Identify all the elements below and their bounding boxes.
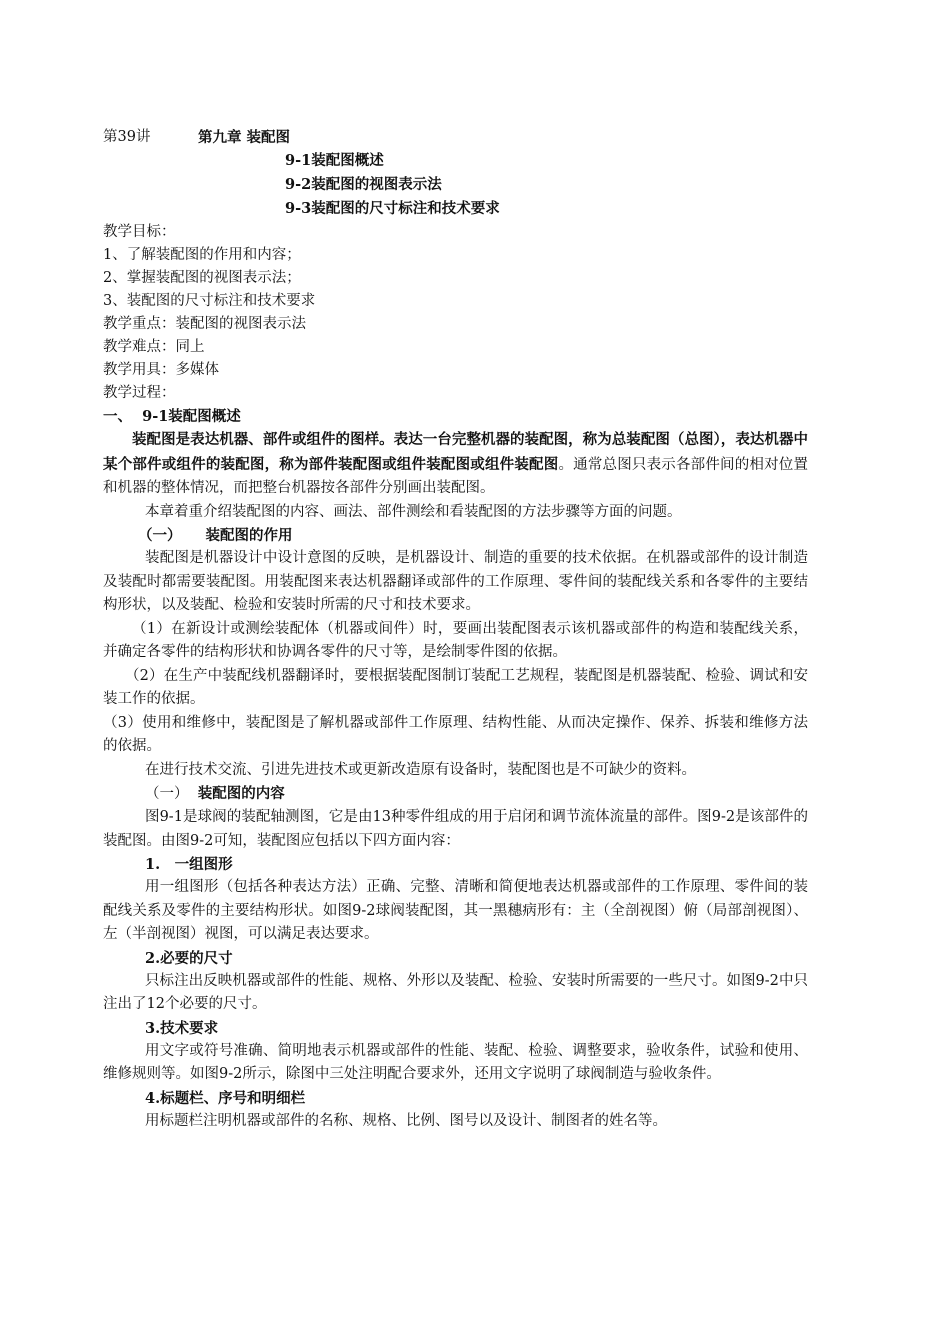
subsection-title: 装配图的作用 (205, 527, 293, 544)
chapter-note: 本章着重介绍装配图的内容、画法、部件测绘和看装配图的方法步骤等方面的问题。 (145, 503, 682, 520)
intro-bold-text: 装配图是表达机器、部件或组件的图样。表达一台完整机器的装配图，称为总装配图（总图），表达机器中某个部件或组件的装配图，称为部件装配图或组件装配图或组件装配图 (103, 431, 808, 473)
document-page (103, 126, 808, 1133)
section-title: 9-1装配图概述 (142, 408, 241, 425)
role-paragraph: （3）使用和维修中，装配图是了解机器或部件工作原理、结构性能、从而决定操作、保养、拆装和维修方法的依据。 (103, 714, 808, 754)
subsection-heading (103, 524, 808, 547)
section-heading (103, 405, 808, 428)
subsection-heading (103, 782, 808, 806)
intro-paragraph (103, 428, 808, 501)
role-paragraph: 装配图是机器设计中设计意图的反映，是机器设计、制造的重要的技术依据。在机器或部件的设计制造及装配时都需要装配图。用装配图来表达机器翻译或部件的工作原理、零件间的装配线关系和各零件的主要结构形状，以及装配、检验和安装时所需的尺寸和技术要求。 (103, 550, 808, 613)
role-paragraph: （1）在新设计或测绘装配体（机器或间件）时，要画出装配图表示该机器或部件的构造和装配线关系，并确定各零件的结构形状和协调各零件的尺寸等，是绘制零件图的依据。 (103, 620, 808, 660)
section-number: 一、 (103, 408, 132, 425)
role-paragraph: 在进行技术交流、引进先进技术或更新改造原有设备时，装配图也是不可缺少的资料。 (145, 761, 696, 778)
role-paragraph: （2）在生产中装配线机器翻译时，要根据装配图制订装配工艺规程，装配图是机器装配、检验、调试和安装工作的依据。 (103, 667, 808, 707)
intro-normal-text: 。通常总图只表示各部件间的相对位置和机器的整体情况，而把整台机器按各部件分别画出装配图。 (103, 456, 808, 496)
objective-item: 2、掌握装配图的视图表示法； (103, 270, 301, 286)
content-intro: 图9-1是球阀的装配轴测图，它是由13种零件组成的用于启闭和调节流体流量的部件。图9-2是该部件的装配图。由图9-2可知，装配图应包括以下四方面内容： (103, 809, 808, 849)
objectives-title: 教学目标： (103, 224, 176, 240)
teaching-focus: 教学重点：装配图的视图表示法 (103, 316, 306, 332)
subtopic: 9-3装配图的尺寸标注和技术要求 (285, 200, 500, 217)
subsection-number: （一） (138, 527, 182, 544)
item-title: 4.标题栏、序号和明细栏 (145, 1089, 306, 1107)
item-text: 只标注出反映机器或部件的性能、规格、外形以及装配、检验、安装时所需要的一些尺寸。如图9-2中只注出了12个必要的尺寸。 (103, 972, 808, 1012)
objective-item: 3、装配图的尺寸标注和技术要求 (103, 293, 316, 309)
item-text: 用一组图形（包括各种表达方法）正确、完整、清晰和简便地表达机器或部件的工作原理、零件间的装配线关系及零件的主要结构形状。如图9-2球阀装配图，其一黑穗病形有：主（全剖视图）俯（局部剖视图）、左（半剖视图）视图，可以满足表达要求。 (103, 879, 808, 942)
item-title: 2.必要的尺寸 (145, 949, 233, 967)
subsection-number: （一） (145, 786, 189, 802)
chapter-title: 第九章 装配图 (198, 129, 291, 146)
item-text: 用文字或符号准确、简明地表示机器或部件的性能、装配、检验、调整要求，验收条件，试验和使用、维修规则等。如图9-2所示，除图中三处注明配合要求外，还用文字说明了球阀制造与验收条件。 (103, 1042, 808, 1082)
lecture-number: 第39讲 (103, 129, 151, 145)
subtopic: 9-1装配图概述 (285, 152, 384, 169)
subtopic: 9-2装配图的视图表示法 (285, 176, 442, 193)
item-text: 用标题栏注明机器或部件的名称、规格、比例、图号以及设计、制图者的姓名等。 (145, 1112, 667, 1129)
teaching-tools: 教学用具：多媒体 (103, 362, 219, 378)
subsection-title: 装配图的内容 (197, 785, 285, 802)
item-title: 3.技术要求 (145, 1019, 219, 1037)
lecture-header (103, 126, 808, 149)
item-title: 1. 一组图形 (145, 856, 233, 873)
objective-item: 1、了解装配图的作用和内容； (103, 247, 301, 263)
teaching-difficulty: 教学难点：同上 (103, 339, 205, 355)
teaching-process: 教学过程： (103, 385, 176, 401)
